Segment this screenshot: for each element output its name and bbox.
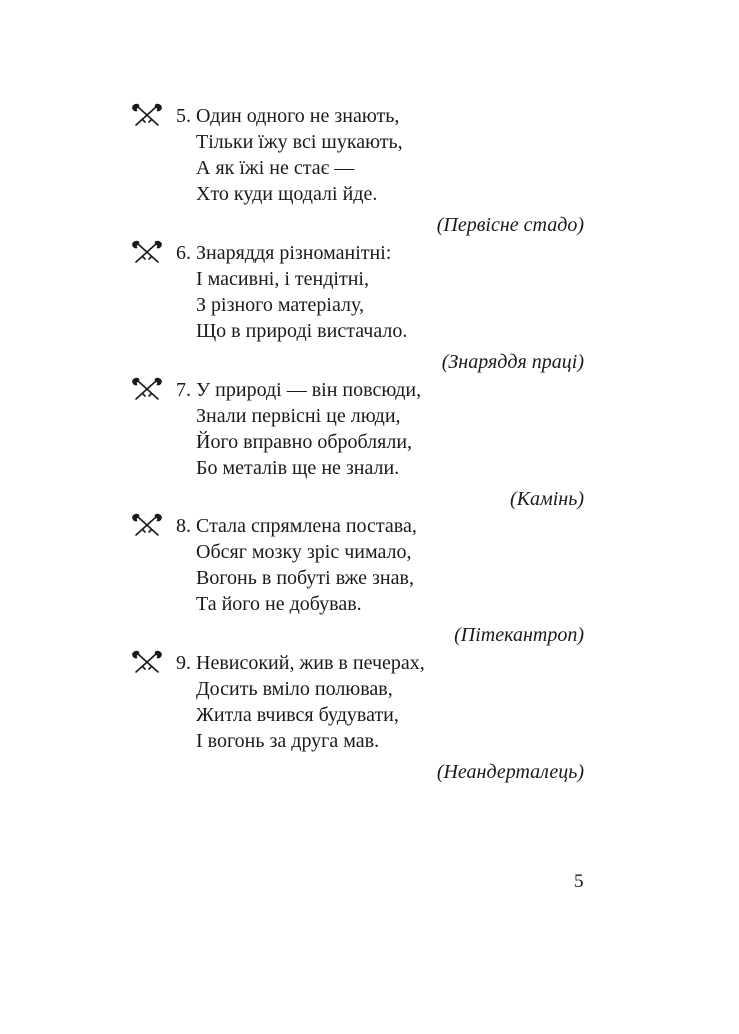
riddle-number: 5. <box>176 105 191 127</box>
riddle-text <box>196 240 407 344</box>
riddle-line: Його вправно обробляли, <box>196 431 413 453</box>
riddle-line: І вогонь за друга мав. <box>196 730 380 752</box>
riddle-number: 7. <box>176 379 191 401</box>
riddle-line: Один одного не знають, <box>196 105 400 127</box>
riddle-line: Та його не добував. <box>196 593 362 615</box>
riddle-line: Житла вчився будувати, <box>196 704 399 726</box>
riddle-line: Знаряддя різноманітні: <box>196 242 392 264</box>
crossed-axes-icon <box>132 650 162 674</box>
riddle-8 <box>132 513 588 648</box>
crossed-axes-icon <box>132 377 162 401</box>
riddle-number: 6. <box>176 242 191 264</box>
riddle-text <box>196 513 417 617</box>
riddle-line: Обсяг мозку зріс чимало, <box>196 541 412 563</box>
riddle-number: 9. <box>176 652 191 674</box>
riddle-answer: (Камінь) <box>510 488 584 510</box>
riddle-line: І масивні, і тендітні, <box>196 268 369 290</box>
riddle-text <box>196 377 421 481</box>
riddle-9 <box>132 650 588 785</box>
riddle-5 <box>132 103 588 238</box>
riddle-answer: (Первісне стадо) <box>436 214 584 236</box>
riddle-line: Невисокий, жив в печерах, <box>196 652 425 674</box>
riddle-number: 8. <box>176 515 191 537</box>
riddle-line: З різного матеріалу, <box>196 294 364 316</box>
riddle-line: А як їжі не стає — <box>196 157 355 179</box>
riddle-line: Вогонь в побуті вже знав, <box>196 567 414 589</box>
riddle-line: Стала спрямлена постава, <box>196 515 417 537</box>
crossed-axes-icon <box>132 240 162 264</box>
crossed-axes-icon <box>132 513 162 537</box>
riddle-text <box>196 650 425 754</box>
riddle-line: Бо металів ще не знали. <box>196 457 400 479</box>
page-number: 5 <box>574 871 584 892</box>
riddle-line: Знали первісні це люди, <box>196 405 401 427</box>
crossed-axes-icon <box>132 103 162 127</box>
riddle-line: Хто куди щодалі йде. <box>196 183 378 205</box>
riddle-answer: (Пітекантроп) <box>454 624 584 646</box>
riddle-text <box>196 103 403 207</box>
riddle-line: Досить вміло полював, <box>196 678 393 700</box>
riddle-line: У природі — він повсюди, <box>196 379 422 401</box>
riddle-answer: (Неандерталець) <box>436 761 584 783</box>
riddle-line: Тільки їжу всі шукають, <box>196 131 403 153</box>
riddle-line: Що в природі вистачало. <box>196 320 408 342</box>
riddle-6 <box>132 240 588 375</box>
riddle-answer: (Знаряддя праці) <box>441 351 584 373</box>
riddle-7 <box>132 377 588 512</box>
